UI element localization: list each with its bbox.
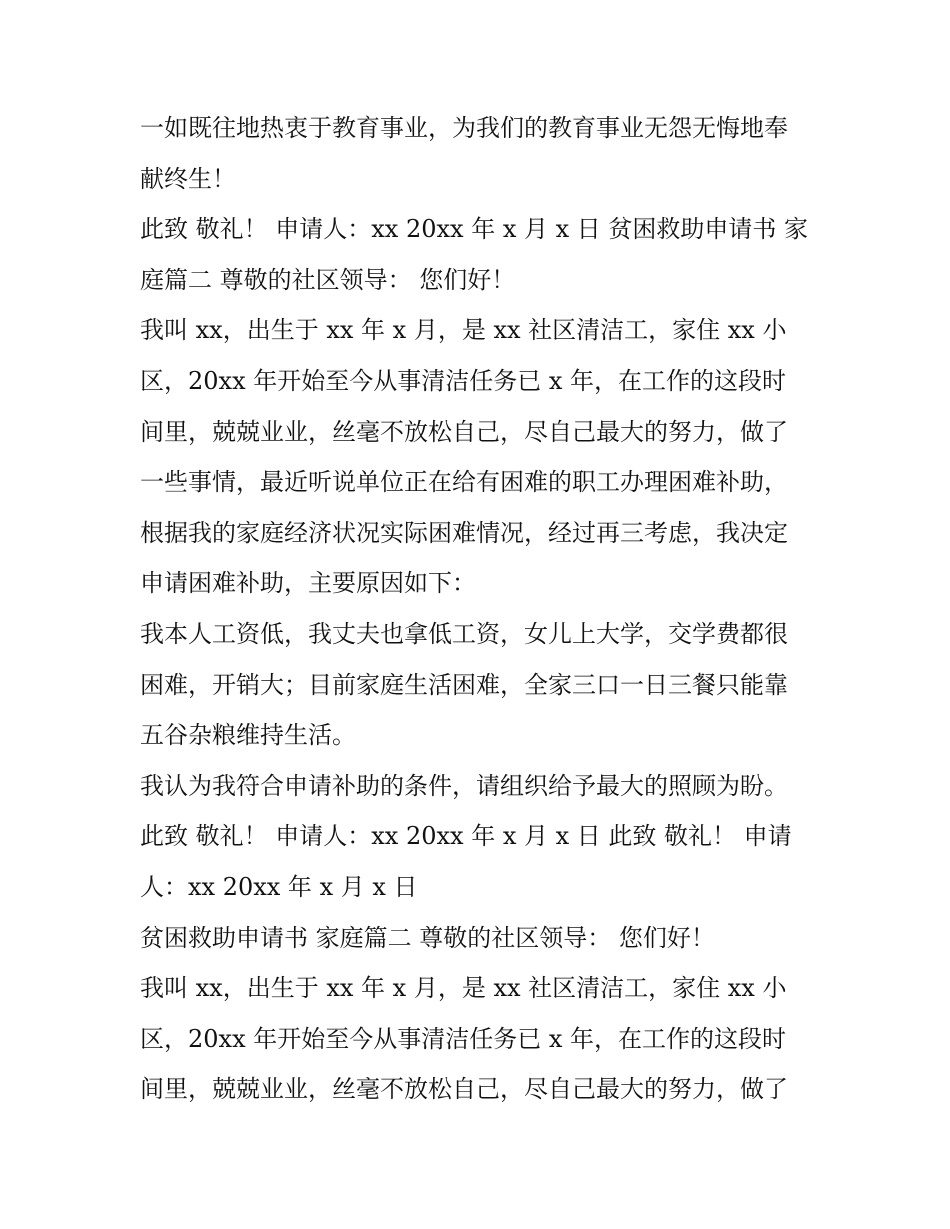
document-body — [140, 103, 830, 1115]
text-line: 献终生！ — [140, 164, 236, 193]
text-line: 我认为我符合申请补助的条件，请组织给予最大的照顾为盼。 — [140, 771, 788, 800]
text-line: 一些事情，最近听说单位正在给有困难的职工办理困难补助， — [140, 468, 788, 497]
text-line: 此致 敬礼！ 申请人：xx 20xx 年 x 月 x 日 贫困救助申请书 家 — [140, 215, 809, 244]
text-line: 此致 敬礼！ 申请人：xx 20xx 年 x 月 x 日 此致 敬礼！ 申请 — [140, 822, 792, 851]
text-line: 我本人工资低，我丈夫也拿低工资，女儿上大学，交学费都很 — [140, 619, 788, 648]
text-line: 区，20xx 年开始至今从事清洁任务已 x 年，在工作的这段时 — [140, 1024, 787, 1053]
text-line: 人：xx 20xx 年 x 月 x 日 — [140, 872, 418, 901]
text-line: 我叫 xx，出生于 xx 年 x 月，是 xx 社区清洁工，家住 xx 小 — [140, 974, 787, 1003]
text-line: 庭篇二 尊敬的社区领导： 您们好！ — [140, 265, 516, 294]
text-line: 根据我的家庭经济状况实际困难情况，经过再三考虑，我决定 — [140, 518, 788, 547]
text-line: 间里，兢兢业业，丝毫不放松自己，尽自己最大的努力，做了 — [140, 1075, 788, 1104]
text-line: 间里，兢兢业业，丝毫不放松自己，尽自己最大的努力，做了 — [140, 417, 788, 446]
text-line: 五谷杂粮维持生活。 — [140, 721, 356, 750]
text-line: 困难，开销大；目前家庭生活困难，全家三口一日三餐只能靠 — [140, 670, 788, 699]
text-line: 贫困救助申请书 家庭篇二 尊敬的社区领导： 您们好！ — [140, 923, 715, 952]
text-line: 区，20xx 年开始至今从事清洁任务已 x 年，在工作的这段时 — [140, 366, 787, 395]
text-line: 一如既往地热衷于教育事业，为我们的教育事业无怨无悔地奉 — [140, 114, 788, 142]
text-line: 申请困难补助，主要原因如下： — [140, 569, 476, 598]
text-line: 我叫 xx，出生于 xx 年 x 月，是 xx 社区清洁工，家住 xx 小 — [140, 316, 787, 345]
